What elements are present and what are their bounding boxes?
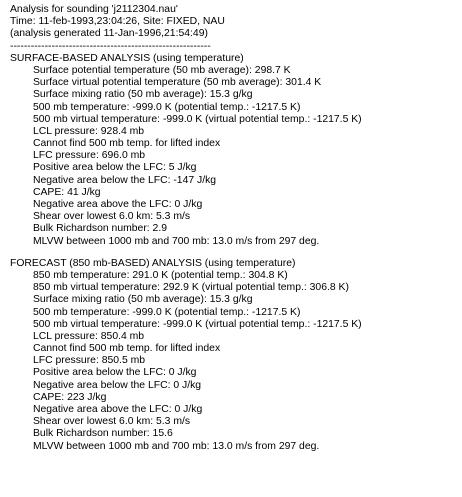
forecast-line: Bulk Richardson number: 15.6 — [33, 428, 173, 440]
surface-line: Surface mixing ratio (50 mb average): 15.3 g/kg — [33, 89, 253, 101]
surface-section-lines — [10, 65, 460, 248]
forecast-line: 850 mb temperature: 291.0 K (potential temp.: 304.8 K) — [33, 269, 288, 281]
surface-line: CAPE: 41 J/kg — [33, 186, 101, 198]
time-site-line: Time: 11-feb-1993,23:04:26, Site: FIXED, NAU — [10, 16, 225, 28]
forecast-line: Negative area above the LFC: 0 J/kg — [33, 404, 203, 415]
surface-line: MLVW between 1000 mb and 700 mb: 13.0 m/s from 297 deg. — [33, 235, 320, 247]
forecast-line: 850 mb virtual temperature: 292.9 K (virtual potential temp.: 306.8 K) — [33, 282, 349, 294]
surface-section-heading: SURFACE-BASED ANALYSIS (using temperature) — [10, 52, 244, 64]
forecast-line: Shear over lowest 6.0 km: 5.3 m/s — [33, 416, 191, 428]
surface-line: Shear over lowest 6.0 km: 5.3 m/s — [33, 211, 191, 223]
surface-line: 500 mb temperature: -999.0 K (potential temp.: -1217.5 K) — [33, 101, 301, 113]
forecast-line: LCL pressure: 850.4 mb — [33, 330, 145, 342]
surface-line: Cannot find 500 mb temp. for lifted index — [33, 138, 221, 150]
forecast-section-lines — [10, 270, 460, 453]
surface-line: Positive area below the LFC: 5 J/kg — [33, 162, 197, 174]
forecast-line: Positive area below the LFC: 0 J/kg — [33, 367, 197, 379]
surface-line: Negative area below the LFC: -147 J/kg — [33, 174, 217, 186]
surface-line: Bulk Richardson number: 2.9 — [33, 223, 167, 235]
section-gap — [10, 248, 460, 258]
surface-line: Negative area above the LFC: 0 J/kg — [33, 199, 203, 210]
forecast-section-heading: FORECAST (850 mb-BASED) ANALYSIS (using temperature) — [10, 257, 296, 269]
header-rule: ---------------------------------------------------------- — [10, 40, 211, 52]
generated-line: (analysis generated 11-Jan-1996,21:54:49) — [10, 28, 208, 40]
forecast-line: Cannot find 500 mb temp. for lifted index — [33, 343, 221, 355]
forecast-line: MLVW between 1000 mb and 700 mb: 13.0 m/s from 297 deg. — [33, 440, 320, 452]
surface-line: LFC pressure: 696.0 mb — [33, 150, 146, 162]
forecast-line: Surface mixing ratio (50 mb average): 15.3 g/kg — [33, 294, 253, 306]
surface-line: Surface virtual potential temperature (50 mb average): 301.4 K — [33, 77, 322, 89]
forecast-line: Negative area below the LFC: 0 J/kg — [33, 379, 202, 391]
forecast-line: 500 mb virtual temperature: -999.0 K (virtual potential temp.: -1217.5 K) — [33, 318, 362, 330]
forecast-line: CAPE: 223 J/kg — [33, 391, 107, 403]
forecast-line: LFC pressure: 850.5 mb — [33, 355, 146, 367]
analysis-document — [10, 4, 460, 453]
document-title: Analysis for sounding 'j2112304.nau' — [10, 4, 178, 15]
forecast-line: 500 mb temperature: -999.0 K (potential temp.: -1217.5 K) — [33, 306, 301, 318]
surface-line: Surface potential temperature (50 mb average): 298.7 K — [33, 64, 291, 76]
surface-line: LCL pressure: 928.4 mb — [33, 125, 145, 137]
surface-line: 500 mb virtual temperature: -999.0 K (virtual potential temp.: -1217.5 K) — [33, 113, 362, 125]
